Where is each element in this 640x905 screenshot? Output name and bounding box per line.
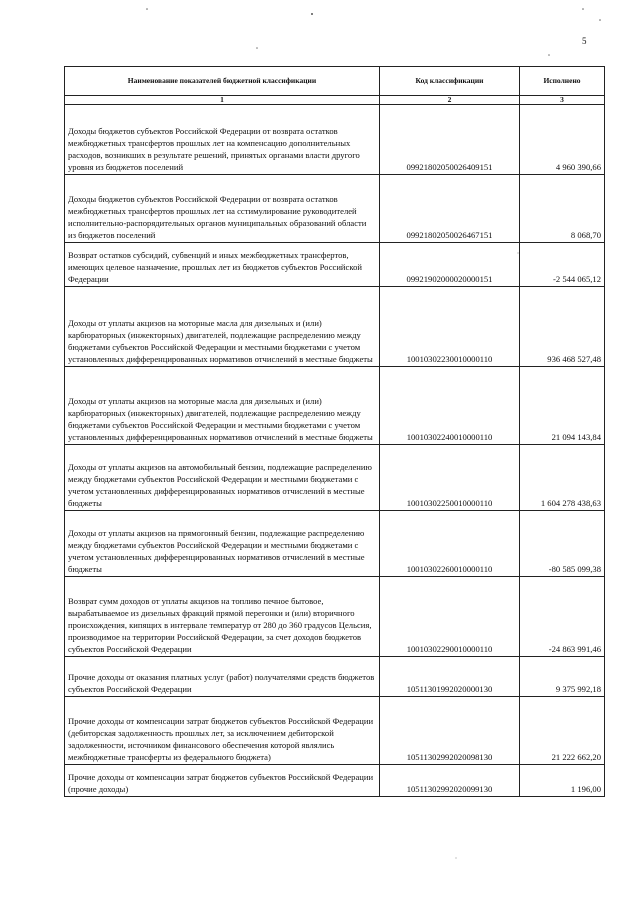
row-code: 10511301992020000130 [380,657,520,697]
row-amount: -80 585 099,38 [520,511,605,577]
row-amount: 9 375 992,18 [520,657,605,697]
column-number: 2 [380,96,520,105]
header-amount: Исполнено [520,67,605,96]
row-code: 10010302240010000110 [380,367,520,445]
row-amount: 21 094 143,84 [520,367,605,445]
row-code: 10010302290010000110 [380,577,520,657]
row-code: 10511302992020099130 [380,765,520,797]
row-name: Возврат сумм доходов от уплаты акцизов на топливо печное бытовое, вырабатываемое из дизельных фракций прямой перегонки и (или) вторичного происхождения, кипящих в интервале температур от 280 до 360 градусов Цельсия, производимое на территории Российской Федерации, за счет доходов бюджетов субъектов Российской Федерации [65,577,380,657]
row-name: Прочие доходы от компенсации затрат бюджетов субъектов Российской Федерации (дебиторская задолженность прошлых лет, за исключением дебиторской задолженности, источником финансового обеспечения которой являлись межбюджетные трансферты из федерального бюджета) [65,697,380,765]
column-number: 1 [65,96,380,105]
row-name: Прочие доходы от оказания платных услуг (работ) получателями средств бюджетов субъектов Российской Федерации [65,657,380,697]
row-amount: 1 604 278 438,63 [520,445,605,511]
row-amount: 1 196,00 [520,765,605,797]
header-code: Код классификации [380,67,520,96]
row-amount: -2 544 065,12 [520,243,605,287]
row-name: Доходы от уплаты акцизов на автомобильный бензин, подлежащие распределению между бюджетами субъектов Российской Федерации и местными бюджетами с учетом установленных дифференцированных нормативов отчислений в местные бюджеты [65,445,380,511]
row-code: 10010302250010000110 [380,445,520,511]
row-amount: 8 068,70 [520,175,605,243]
row-code: 09921802050026467151 [380,175,520,243]
row-amount: 21 222 662,20 [520,697,605,765]
row-amount: 936 468 527,48 [520,287,605,367]
row-amount: -24 863 991,46 [520,577,605,657]
row-code: 09921802050026409151 [380,105,520,175]
row-name: Доходы от уплаты акцизов на моторные масла для дизельных и (или) карбюраторных (инжекторных) двигателей, подлежащие распределению между бюджетами субъектов Российской Федерации и местными бюджетами с учетом установленных дифференцированных нормативов отчислений в местные бюджеты [65,287,380,367]
row-name: Доходы бюджетов субъектов Российской Федерации от возврата остатков межбюджетных трансфертов прошлых лет на компенсацию дополнительных расходов, возникших в результате решений, принятых органами власти другого уровня из бюджетов поселений [65,105,380,175]
row-name: Доходы бюджетов субъектов Российской Федерации от возврата остатков межбюджетных трансфертов прошлых лет на сстимулирование руководителей исполнительно-распорядительных органов муниципальных образований области из бюджетов поселений [65,175,380,243]
header-name: Наименование показателей бюджетной классификации [65,67,380,96]
row-name: Доходы от уплаты акцизов на моторные масла для дизельных и (или) карбюраторных (инжекторных) двигателей, подлежащие распределению между бюджетами субъектов Российской Федерации и местными бюджетами с учетом установленных дифференцированных нормативов отчислений в местные бюджеты [65,367,380,445]
row-amount: 4 960 390,66 [520,105,605,175]
row-name: Возврат остатков субсидий, субвенций и иных межбюджетных трансфертов, имеющих целевое назначение, прошлых лет из бюджетов субъектов Российской Федерации [65,243,380,287]
row-code: 10010302260010000110 [380,511,520,577]
row-name: Доходы от уплаты акцизов на прямогонный бензин, подлежащие распределению между бюджетами субъектов Российской Федерации и местными бюджетами с учетом установленных дифференцированных нормативов отчислений в местные бюджеты [65,511,380,577]
row-code: 10511302992020098130 [380,697,520,765]
row-code: 09921902000020000151 [380,243,520,287]
column-number: 3 [520,96,605,105]
page-number: 5 [582,36,587,46]
row-name: Прочие доходы от компенсации затрат бюджетов субъектов Российской Федерации (прочие доходы) [65,765,380,797]
row-code: 10010302230010000110 [380,287,520,367]
